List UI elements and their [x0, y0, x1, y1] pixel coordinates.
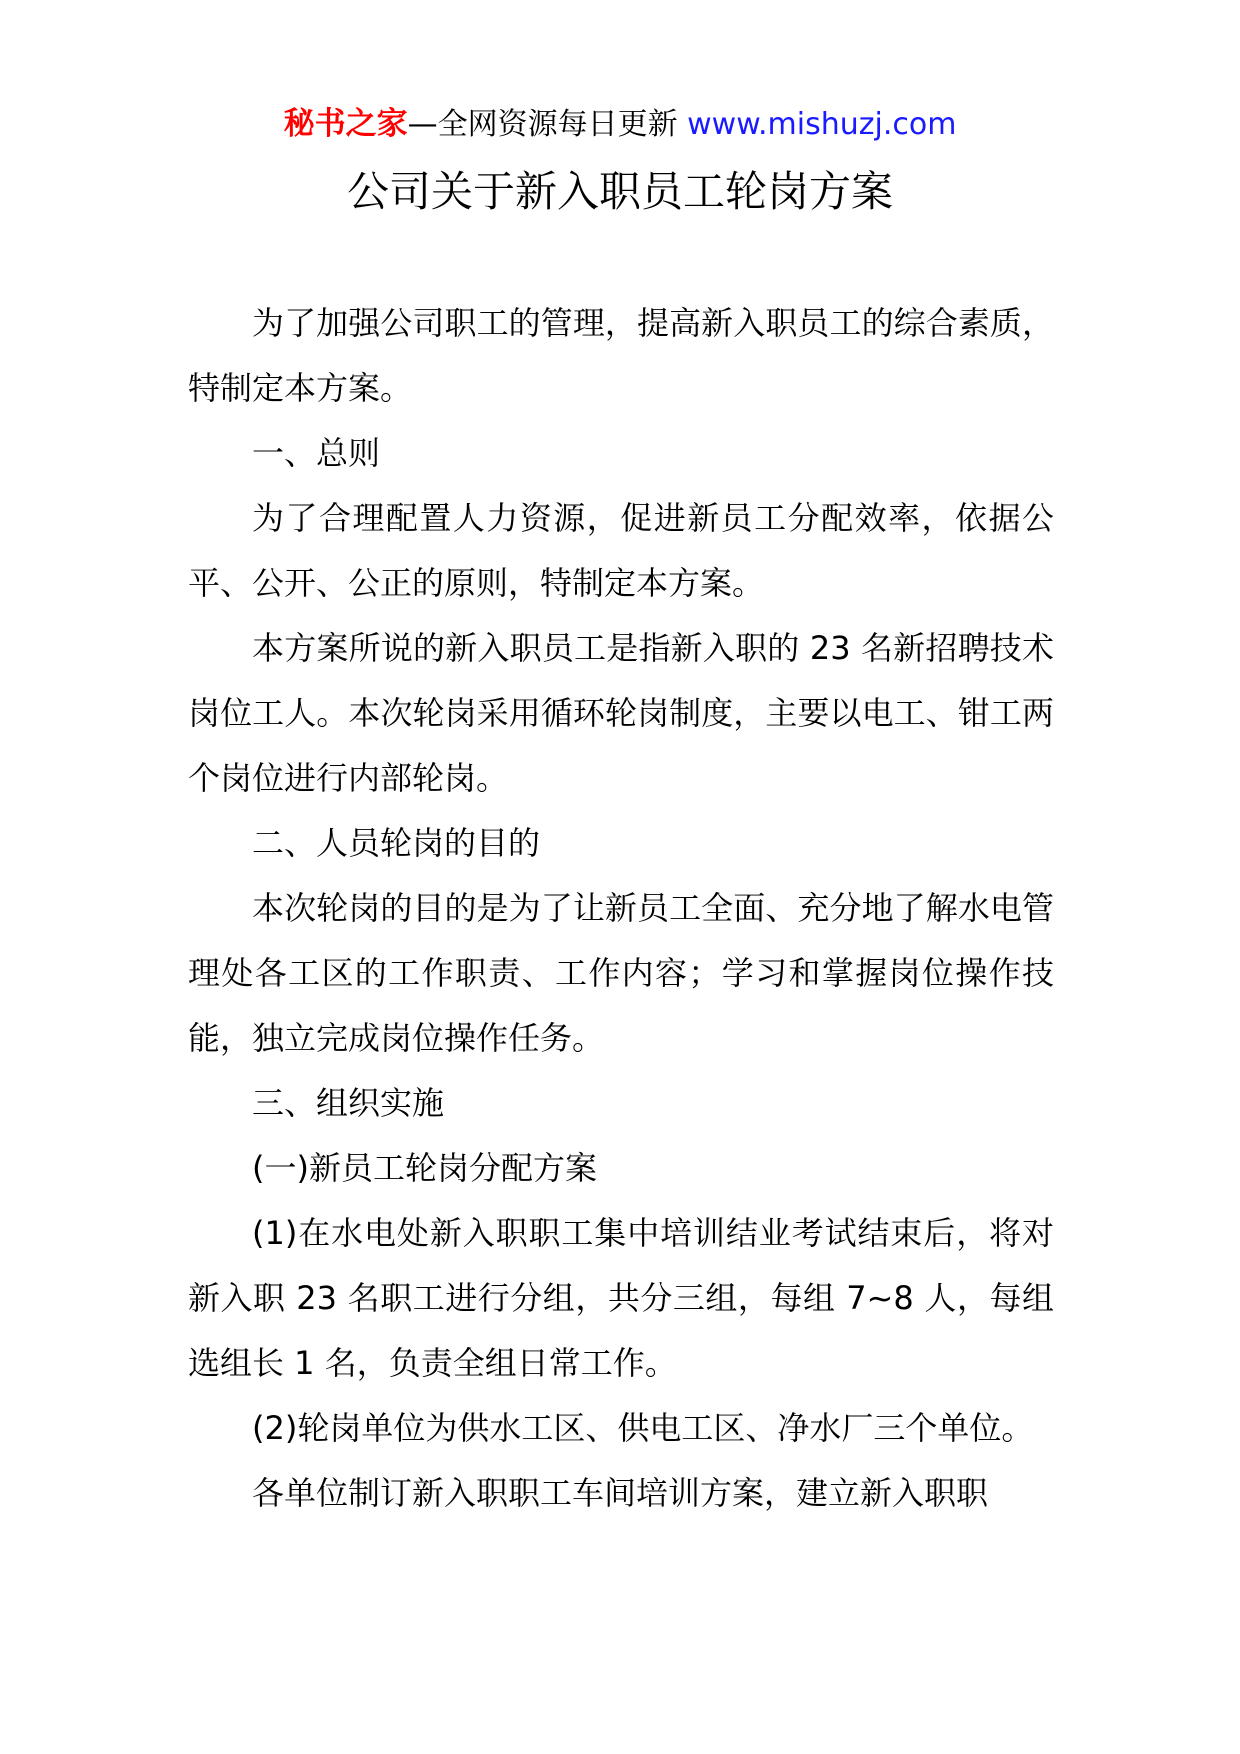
site-slogan: —全网资源每日更新	[407, 107, 678, 142]
paragraph-general-purpose: 为了合理配置人力资源，促进新员工分配效率，依据公平、公开、公正的原则，特制定本方案。	[188, 499, 1054, 602]
paragraph-training-plan: 各单位制订新入职职工车间培训方案，建立新入职职	[252, 1474, 989, 1512]
section-heading-implementation: 三、组织实施	[252, 1084, 445, 1122]
paragraph-goals: 本次轮岗的目的是为了让新员工全面、充分地了解水电管理处各工区的工作职责、工作内容；学习和掌握岗位操作技能，独立完成岗位操作任务。	[188, 889, 1054, 1057]
paragraph-intro: 为了加强公司职工的管理，提高新入职员工的综合素质，特制定本方案。	[188, 304, 1054, 407]
paragraph-units: (2)轮岗单位为供水工区、供电工区、净水厂三个单位。	[252, 1409, 1034, 1447]
section-heading-goals: 二、人员轮岗的目的	[252, 824, 541, 862]
site-header	[0, 102, 1240, 147]
section-heading-general: 一、总则	[252, 434, 381, 472]
brand-name: 秘书之家	[283, 106, 408, 142]
document-body	[188, 291, 1054, 1526]
subsection-heading-allocation: (一)新员工轮岗分配方案	[252, 1149, 597, 1187]
document-title: 公司关于新入职员工轮岗方案	[346, 167, 893, 216]
paragraph-grouping: (1)在水电处新入职职工集中培训结业考试结束后，将对新入职 23 名职工进行分组，共分三组，每组 7~8 人，每组选组长 1 名，负责全组日常工作。	[188, 1214, 1054, 1382]
site-url[interactable]: www.mishuzj.com	[687, 107, 957, 142]
paragraph-scope: 本方案所说的新入职员工是指新入职的 23 名新招聘技术岗位工人。本次轮岗采用循环轮岗制度，主要以电工、钳工两个岗位进行内部轮岗。	[188, 629, 1054, 797]
